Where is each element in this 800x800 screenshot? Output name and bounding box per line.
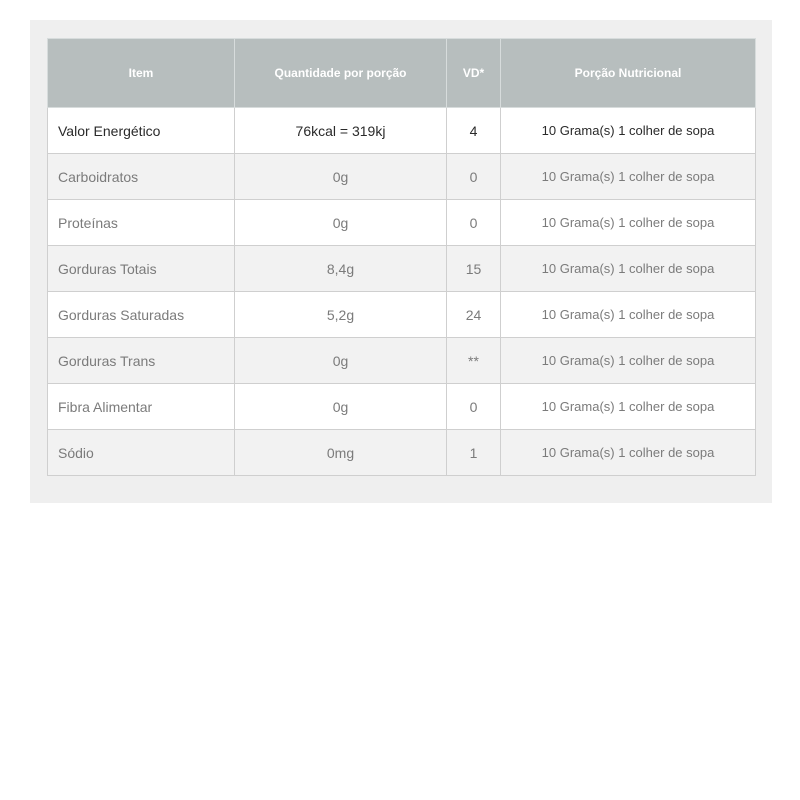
table-row xyxy=(48,154,756,200)
header-item: Item xyxy=(48,39,235,108)
row-item: Gorduras Saturadas xyxy=(48,292,235,338)
header-vd: VD* xyxy=(447,39,501,108)
table-row xyxy=(48,430,756,476)
row-item: Valor Energético xyxy=(48,108,235,154)
row-item: Sódio xyxy=(48,430,235,476)
row-portion: 10 Grama(s) 1 colher de sopa xyxy=(501,246,756,292)
table-row xyxy=(48,200,756,246)
row-vd: 0 xyxy=(447,154,501,200)
row-quantity: 0g xyxy=(235,154,447,200)
row-quantity: 0mg xyxy=(235,430,447,476)
row-vd: ** xyxy=(447,338,501,384)
row-vd: 0 xyxy=(447,384,501,430)
row-quantity: 0g xyxy=(235,384,447,430)
row-quantity: 8,4g xyxy=(235,246,447,292)
row-item: Gorduras Totais xyxy=(48,246,235,292)
row-quantity: 0g xyxy=(235,338,447,384)
header-portion: Porção Nutricional xyxy=(501,39,756,108)
row-vd: 24 xyxy=(447,292,501,338)
table-row xyxy=(48,246,756,292)
row-portion: 10 Grama(s) 1 colher de sopa xyxy=(501,338,756,384)
row-portion: 10 Grama(s) 1 colher de sopa xyxy=(501,384,756,430)
row-portion: 10 Grama(s) 1 colher de sopa xyxy=(501,154,756,200)
row-item: Carboidratos xyxy=(48,154,235,200)
table-row xyxy=(48,338,756,384)
nutrition-panel xyxy=(30,20,772,503)
row-quantity: 0g xyxy=(235,200,447,246)
row-vd: 4 xyxy=(447,108,501,154)
row-portion: 10 Grama(s) 1 colher de sopa xyxy=(501,430,756,476)
row-vd: 0 xyxy=(447,200,501,246)
row-item: Proteínas xyxy=(48,200,235,246)
row-item: Fibra Alimentar xyxy=(48,384,235,430)
table-header-row xyxy=(48,39,756,108)
table-row xyxy=(48,108,756,154)
row-portion: 10 Grama(s) 1 colher de sopa xyxy=(501,108,756,154)
table-row xyxy=(48,292,756,338)
row-quantity: 76kcal = 319kj xyxy=(235,108,447,154)
row-vd: 1 xyxy=(447,430,501,476)
header-quantity: Quantidade por porção xyxy=(235,39,447,108)
row-item: Gorduras Trans xyxy=(48,338,235,384)
row-vd: 15 xyxy=(447,246,501,292)
table-row xyxy=(48,384,756,430)
nutrition-table xyxy=(47,38,756,476)
row-quantity: 5,2g xyxy=(235,292,447,338)
row-portion: 10 Grama(s) 1 colher de sopa xyxy=(501,292,756,338)
row-portion: 10 Grama(s) 1 colher de sopa xyxy=(501,200,756,246)
